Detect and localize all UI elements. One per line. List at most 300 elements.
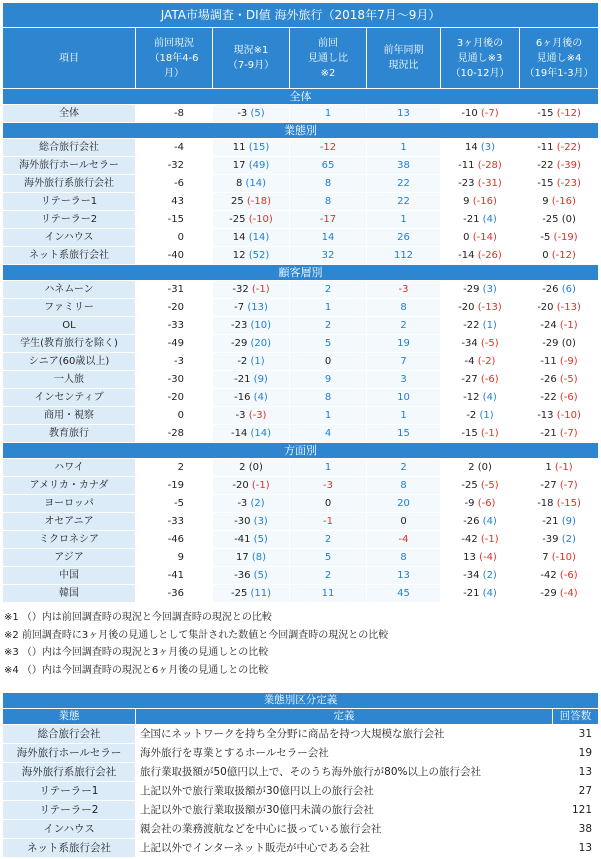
m6-diff: (-22) xyxy=(556,142,581,153)
vs-forecast-value: -12 xyxy=(290,139,367,157)
m3-value: -29 xyxy=(463,284,480,295)
m6-diff: (-5) xyxy=(559,374,578,385)
row-label: ファミリー xyxy=(3,299,136,317)
vs-forecast-value: 1 xyxy=(290,459,367,477)
table-row xyxy=(3,175,599,193)
prev-value: -3 xyxy=(136,353,213,371)
current-cell xyxy=(213,459,290,477)
current-diff: (-3) xyxy=(248,410,267,421)
row-label: インセンティブ xyxy=(3,389,136,407)
m6-cell xyxy=(520,229,599,247)
prev-value: -33 xyxy=(136,513,213,531)
current-cell xyxy=(213,193,290,211)
m6-cell xyxy=(520,549,599,567)
prev-value: -15 xyxy=(136,211,213,229)
m3-cell xyxy=(441,513,520,531)
section-row xyxy=(3,123,599,139)
m3-cell xyxy=(441,281,520,299)
prev-value: 0 xyxy=(136,229,213,247)
current-value: 14 xyxy=(232,232,246,243)
m3-diff: (-6) xyxy=(480,374,499,385)
m6-value: -26 xyxy=(542,284,559,295)
prev-value: -5 xyxy=(136,495,213,513)
current-diff: (11) xyxy=(250,588,272,599)
m6-diff: (6) xyxy=(561,284,576,295)
row-label: ハネムーン xyxy=(3,281,136,299)
prev-value: -4 xyxy=(136,139,213,157)
definition-header-definition: 定義 xyxy=(136,709,553,725)
current-value: -23 xyxy=(230,320,248,331)
m6-diff: (-10) xyxy=(556,410,581,421)
table-row xyxy=(3,477,599,495)
m6-cell xyxy=(520,459,599,477)
m6-cell xyxy=(520,105,599,123)
di-table xyxy=(2,2,599,603)
current-value: -32 xyxy=(232,284,249,295)
m3-value: -21 xyxy=(463,588,480,599)
m3-value: -42 xyxy=(461,534,478,545)
yoy-value: 22 xyxy=(367,193,441,211)
m6-value: 1 xyxy=(545,462,552,473)
yoy-value: 2 xyxy=(367,317,441,335)
m6-diff: (-39) xyxy=(556,160,581,171)
current-cell xyxy=(213,477,290,495)
prev-value: -40 xyxy=(136,247,213,265)
yoy-value: 7 xyxy=(367,353,441,371)
definition-row xyxy=(3,839,599,858)
m6-diff: (-6) xyxy=(559,570,578,581)
m6-cell xyxy=(520,299,599,317)
m3-cell xyxy=(441,371,520,389)
m3-value: -23 xyxy=(458,178,475,189)
m3-diff: (-7) xyxy=(480,108,499,119)
current-cell xyxy=(213,139,290,157)
vs-forecast-value: 0 xyxy=(290,495,367,513)
table-row xyxy=(3,389,599,407)
definition-type: ネット系旅行会社 xyxy=(3,839,136,858)
current-cell xyxy=(213,567,290,585)
row-label: 海外旅行ホールセラー xyxy=(3,157,136,175)
row-label: ハワイ xyxy=(3,459,136,477)
definition-count: 31 xyxy=(553,725,599,744)
current-cell xyxy=(213,157,290,175)
section-row xyxy=(3,265,599,281)
current-diff: (5) xyxy=(253,570,268,581)
row-label: 一人旅 xyxy=(3,371,136,389)
prev-value: -19 xyxy=(136,477,213,495)
m3-diff: (4) xyxy=(482,392,497,403)
definition-type: リテーラー1 xyxy=(3,782,136,801)
m3-cell xyxy=(441,459,520,477)
table-row xyxy=(3,513,599,531)
m6-cell xyxy=(520,281,599,299)
prev-value: -28 xyxy=(136,425,213,443)
m6-value: -13 xyxy=(537,410,554,421)
current-value: -16 xyxy=(234,392,251,403)
m6-diff: (-1) xyxy=(559,320,578,331)
definition-header-count: 回答数 xyxy=(553,709,599,725)
m3-diff: (-1) xyxy=(480,428,499,439)
prev-value: -33 xyxy=(136,317,213,335)
definition-text: 全国にネットワークを持ち全分野に商品を持つ大規模な旅行会社 xyxy=(136,725,553,744)
m6-value: -21 xyxy=(542,516,559,527)
current-diff: (9) xyxy=(253,374,268,385)
header-row xyxy=(3,28,599,89)
m6-value: -18 xyxy=(537,498,554,509)
m6-value: -22 xyxy=(540,392,557,403)
m3-diff: (3) xyxy=(482,284,497,295)
table-row xyxy=(3,193,599,211)
current-diff: (14) xyxy=(248,232,270,243)
definition-type: 総合旅行会社 xyxy=(3,725,136,744)
footnotes xyxy=(4,609,599,679)
m3-diff: (1) xyxy=(482,320,497,331)
definition-text: 上記以外で旅行業取扱額が30億円以上の旅行会社 xyxy=(136,782,553,801)
table-row xyxy=(3,425,599,443)
m3-value: -21 xyxy=(463,214,480,225)
yoy-value: 13 xyxy=(367,567,441,585)
m3-diff: (4) xyxy=(482,588,497,599)
m3-value: -27 xyxy=(461,374,478,385)
m3-value: -26 xyxy=(463,516,480,527)
m3-value: 2 xyxy=(468,462,475,473)
footnote-1: ※1 （）内は前回調査時の現況と今回調査時の現況との比較 xyxy=(4,612,272,623)
definition-row xyxy=(3,820,599,839)
definition-type: インハウス xyxy=(3,820,136,839)
m3-cell xyxy=(441,211,520,229)
table-row xyxy=(3,105,599,123)
current-diff: (10) xyxy=(250,320,272,331)
prev-value: -20 xyxy=(136,389,213,407)
current-diff: (-1) xyxy=(251,284,270,295)
m3-cell xyxy=(441,407,520,425)
current-cell xyxy=(213,247,290,265)
table-row xyxy=(3,281,599,299)
m6-diff: (-10) xyxy=(551,552,576,563)
current-value: 17 xyxy=(235,552,249,563)
current-value: -25 xyxy=(230,588,248,599)
current-value: -14 xyxy=(230,428,248,439)
m3-cell xyxy=(441,229,520,247)
section-title: 業態別 xyxy=(3,123,599,139)
m3-value: -34 xyxy=(461,338,478,349)
m3-diff: (-16) xyxy=(472,196,497,207)
m6-cell xyxy=(520,567,599,585)
vs-forecast-value: 2 xyxy=(290,531,367,549)
m3-diff: (-5) xyxy=(480,480,499,491)
m6-diff: (-13) xyxy=(556,302,581,313)
definition-text: 旅行業取扱額が50億円以上で、そのうち海外旅行が80%以上の旅行会社 xyxy=(136,763,553,782)
m6-cell xyxy=(520,531,599,549)
m3-cell xyxy=(441,193,520,211)
yoy-value: 26 xyxy=(367,229,441,247)
m3-diff: (-1) xyxy=(480,534,499,545)
m6-cell xyxy=(520,175,599,193)
m6-value: 9 xyxy=(542,196,549,207)
current-value: -2 xyxy=(237,356,248,367)
m6-diff: (-4) xyxy=(559,588,578,599)
definition-row xyxy=(3,801,599,820)
yoy-value: 8 xyxy=(367,477,441,495)
m3-diff: (0) xyxy=(477,462,492,473)
m6-cell xyxy=(520,477,599,495)
m3-diff: (-6) xyxy=(477,498,496,509)
footnote-2: ※2 前回調査時に3ヶ月後の見通しとして集計された数値と今回調査時の現況との比較 xyxy=(4,629,389,641)
current-value: -3 xyxy=(235,410,246,421)
m6-cell xyxy=(520,353,599,371)
yoy-value: 3 xyxy=(367,371,441,389)
table-row xyxy=(3,549,599,567)
m6-cell xyxy=(520,585,599,603)
vs-forecast-value: -1 xyxy=(290,513,367,531)
definition-row xyxy=(3,763,599,782)
m6-value: -24 xyxy=(540,320,557,331)
m3-cell xyxy=(441,105,520,123)
prev-value: -30 xyxy=(136,371,213,389)
current-diff: (20) xyxy=(250,338,272,349)
header-current: 現況※1 （7-9月） xyxy=(213,28,290,89)
vs-forecast-value: 11 xyxy=(290,585,367,603)
vs-forecast-value: 0 xyxy=(290,353,367,371)
definition-row xyxy=(3,744,599,763)
definition-row xyxy=(3,725,599,744)
yoy-value: 1 xyxy=(367,407,441,425)
m3-cell xyxy=(441,157,520,175)
current-value: -36 xyxy=(234,570,251,581)
current-value: -21 xyxy=(234,374,251,385)
m6-cell xyxy=(520,389,599,407)
prev-value: -36 xyxy=(136,585,213,603)
yoy-value: 2 xyxy=(367,459,441,477)
current-diff: (2) xyxy=(250,498,265,509)
vs-forecast-value: 32 xyxy=(290,247,367,265)
m6-cell xyxy=(520,247,599,265)
header-prev: 前回現況 （18年4-6 月） xyxy=(136,28,213,89)
vs-forecast-value: 5 xyxy=(290,335,367,353)
m6-cell xyxy=(520,193,599,211)
vs-forecast-value: 1 xyxy=(290,299,367,317)
table-row xyxy=(3,299,599,317)
current-cell xyxy=(213,513,290,531)
current-value: -25 xyxy=(229,214,246,225)
section-title: 顧客層別 xyxy=(3,265,599,281)
m3-diff: (-5) xyxy=(480,338,499,349)
m3-cell xyxy=(441,299,520,317)
table-row xyxy=(3,139,599,157)
definition-text: 親会社の業務渡航などを中心に扱っている旅行会社 xyxy=(136,820,553,839)
yoy-value: 10 xyxy=(367,389,441,407)
current-diff: (5) xyxy=(250,108,265,119)
prev-value: -31 xyxy=(136,281,213,299)
table-row xyxy=(3,531,599,549)
m3-cell xyxy=(441,495,520,513)
yoy-value: 15 xyxy=(367,425,441,443)
m6-value: -25 xyxy=(542,214,559,225)
m6-cell xyxy=(520,157,599,175)
current-diff: (14) xyxy=(245,178,267,189)
current-cell xyxy=(213,317,290,335)
prev-value: -41 xyxy=(136,567,213,585)
m6-diff: (0) xyxy=(561,214,576,225)
current-value: -3 xyxy=(237,108,248,119)
m3-value: -9 xyxy=(464,498,475,509)
current-value: 25 xyxy=(230,196,244,207)
current-value: 12 xyxy=(232,250,246,261)
m6-diff: (-19) xyxy=(553,232,578,243)
prev-value: -49 xyxy=(136,335,213,353)
yoy-value: 1 xyxy=(367,211,441,229)
m3-value: -14 xyxy=(458,250,475,261)
m6-diff: (-23) xyxy=(556,178,581,189)
row-label: 総合旅行会社 xyxy=(3,139,136,157)
m3-cell xyxy=(441,477,520,495)
m6-value: -11 xyxy=(540,356,557,367)
current-cell xyxy=(213,549,290,567)
m3-cell xyxy=(441,247,520,265)
definition-header-type: 業態 xyxy=(3,709,136,725)
m6-diff: (-1) xyxy=(554,462,573,473)
current-diff: (0) xyxy=(248,462,263,473)
m3-cell xyxy=(441,531,520,549)
m6-value: -15 xyxy=(537,108,554,119)
m6-value: 7 xyxy=(542,552,549,563)
definition-type: 海外旅行系旅行会社 xyxy=(3,763,136,782)
m6-value: 0 xyxy=(542,250,549,261)
m6-cell xyxy=(520,513,599,531)
m3-diff: (-2) xyxy=(477,356,496,367)
definition-table xyxy=(2,692,599,858)
prev-value: 43 xyxy=(136,193,213,211)
m6-diff: (-15) xyxy=(556,498,581,509)
row-label: 学生(教育旅行を除く) xyxy=(3,335,136,353)
row-label: オセアニア xyxy=(3,513,136,531)
yoy-value: 112 xyxy=(367,247,441,265)
table-row xyxy=(3,247,599,265)
m3-diff: (-31) xyxy=(477,178,502,189)
section-title: 方面別 xyxy=(3,443,599,459)
vs-forecast-value: 2 xyxy=(290,567,367,585)
m3-cell xyxy=(441,175,520,193)
prev-value: -8 xyxy=(136,105,213,123)
vs-forecast-value: 9 xyxy=(290,371,367,389)
m3-cell xyxy=(441,585,520,603)
prev-value: 9 xyxy=(136,549,213,567)
vs-forecast-value: 14 xyxy=(290,229,367,247)
m6-value: -29 xyxy=(542,338,559,349)
definition-title: 業態別区分定義 xyxy=(3,693,599,709)
prev-value: 0 xyxy=(136,407,213,425)
row-label: OL xyxy=(3,317,136,335)
current-cell xyxy=(213,211,290,229)
row-label: 商用・視察 xyxy=(3,407,136,425)
m6-cell xyxy=(520,139,599,157)
current-cell xyxy=(213,229,290,247)
current-value: -7 xyxy=(234,302,245,313)
definition-count: 13 xyxy=(553,839,599,858)
table-row xyxy=(3,211,599,229)
yoy-value: 13 xyxy=(367,105,441,123)
m3-cell xyxy=(441,139,520,157)
row-label: アジア xyxy=(3,549,136,567)
m6-value: -42 xyxy=(540,570,557,581)
yoy-value: 19 xyxy=(367,335,441,353)
footnote-4: ※4 （）内は今回調査時の現況と6ヶ月後の見通しとの比較 xyxy=(4,664,269,676)
m3-diff: (-4) xyxy=(479,552,497,563)
m6-value: -27 xyxy=(540,480,557,491)
current-value: 8 xyxy=(235,178,243,189)
m6-diff: (2) xyxy=(561,534,576,545)
current-value: -30 xyxy=(234,516,251,527)
m3-cell xyxy=(441,389,520,407)
m6-diff: (9) xyxy=(561,516,576,527)
vs-forecast-value: 1 xyxy=(290,105,367,123)
table-row xyxy=(3,371,599,389)
m6-value: -11 xyxy=(537,142,554,153)
table-row xyxy=(3,567,599,585)
current-value: -20 xyxy=(232,480,249,491)
section-row xyxy=(3,443,599,459)
definition-count: 19 xyxy=(553,744,599,763)
current-cell xyxy=(213,389,290,407)
m3-value: -25 xyxy=(461,480,478,491)
current-cell xyxy=(213,531,290,549)
row-label: インハウス xyxy=(3,229,136,247)
definition-row xyxy=(3,782,599,801)
current-cell xyxy=(213,175,290,193)
yoy-value: 1 xyxy=(367,139,441,157)
row-label: シニア(60歳以上) xyxy=(3,353,136,371)
current-diff: (-10) xyxy=(248,214,273,225)
m6-diff: (-6) xyxy=(559,392,578,403)
current-value: 11 xyxy=(232,142,246,153)
current-value: -3 xyxy=(237,498,248,509)
m3-diff: (4) xyxy=(482,214,497,225)
m3-diff: (3) xyxy=(480,142,496,153)
current-diff: (-18) xyxy=(246,196,272,207)
m6-cell xyxy=(520,211,599,229)
table-row xyxy=(3,407,599,425)
current-diff: (13) xyxy=(247,302,268,313)
m3-value: -4 xyxy=(464,356,475,367)
yoy-value: 22 xyxy=(367,175,441,193)
m6-cell xyxy=(520,425,599,443)
m6-value: -20 xyxy=(537,302,554,313)
m6-diff: (-16) xyxy=(551,196,576,207)
definition-count: 121 xyxy=(553,801,599,820)
header-3m: 3ヶ月後の 見通し※3 （10-12月） xyxy=(441,28,520,89)
current-diff: (52) xyxy=(248,250,270,261)
m3-diff: (-26) xyxy=(477,250,502,261)
current-value: -41 xyxy=(234,534,251,545)
m6-value: -15 xyxy=(537,178,554,189)
current-cell xyxy=(213,335,290,353)
row-label: 教育旅行 xyxy=(3,425,136,443)
m3-diff: (-14) xyxy=(472,232,497,243)
current-cell xyxy=(213,495,290,513)
definition-header-row xyxy=(3,709,599,725)
definition-type: 海外旅行ホールセラー xyxy=(3,744,136,763)
m3-diff: (1) xyxy=(479,410,494,421)
m3-diff: (4) xyxy=(482,516,497,527)
table-row xyxy=(3,317,599,335)
m3-value: -2 xyxy=(466,410,477,421)
m3-value: 9 xyxy=(463,196,470,207)
current-diff: (3) xyxy=(253,516,268,527)
table-row xyxy=(3,229,599,247)
m3-cell xyxy=(441,567,520,585)
current-value: -29 xyxy=(230,338,248,349)
current-cell xyxy=(213,281,290,299)
